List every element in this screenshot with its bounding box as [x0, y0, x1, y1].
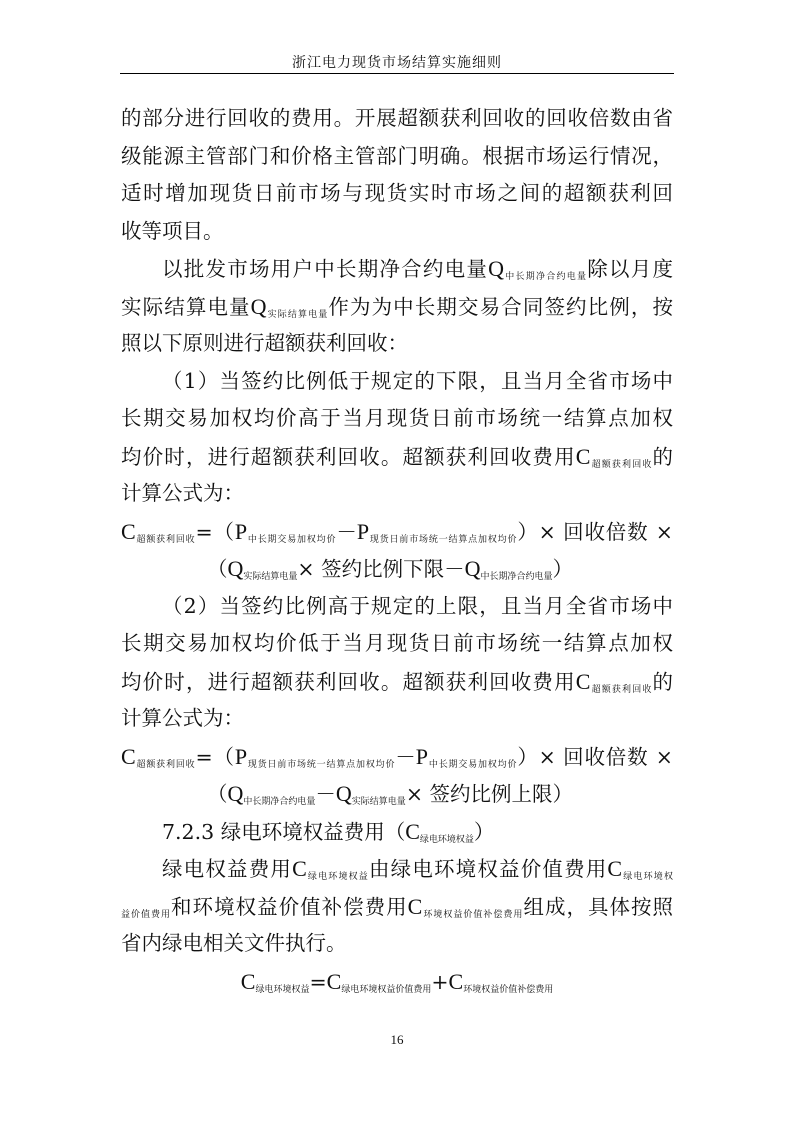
paragraph-line: 照以下原则进行超额获利回收：: [121, 331, 408, 355]
formula-line: $C_{绿电环境权益}=C_{绿电环境权益价值费用}+C_{环境权益价值补偿费用}$: [240, 968, 554, 995]
paragraph-line: 级能源主管部门和价格主管部门明确。根据市场运行情况，: [121, 143, 673, 168]
list-item-line: 长期交易加权均价高于当月现货日前市场统一结算点加权: [121, 406, 673, 430]
list-item-line: 长期交易加权均价低于当月现货日前市场统一结算点加权: [121, 631, 673, 655]
formula-line: $C_{超额获利回收}=(P_{现货日前市场统一结算点加权均价}-P_{中长期交易加权均价})\times$ 回收倍数 ×: [121, 743, 673, 770]
paragraph-line: 收等项目。: [121, 218, 224, 243]
running-header: 浙江电力现货市场结算实施细则: [292, 55, 502, 71]
list-item-line: 计算公式为：: [121, 706, 244, 730]
document-body: [121, 100, 673, 1000]
list-item-line: 均价时，进行超额获利回收。超额获利回收费用$C_{超额获利回收}$的: [121, 443, 673, 470]
header-rule: [120, 73, 674, 74]
paragraph-line: 以批发市场用户中长期净合约电量$Q_{中长期净合约电量}$除以月度: [162, 256, 673, 282]
list-item-line: （2）当签约比例高于规定的上限，且当月全省市场中: [162, 593, 673, 618]
paragraph-line: 实际结算电量$Q_{实际结算电量}$作为为中长期交易合同签约比例，按: [121, 293, 674, 320]
formula-line: （$Q_{实际结算电量}\times$ 签约比例下限$-Q_{中长期净合约电量}$）: [207, 556, 574, 582]
list-item-line: 计算公式为：: [121, 481, 244, 505]
section-heading: 7.2.3 绿电环境权益费用$(C_{绿电环境权益})$: [162, 818, 495, 845]
formula-line: （$Q_{中长期净合约电量}-Q_{实际结算电量}\times$ 签约比例上限）: [207, 781, 574, 807]
paragraph-line: 省内绿电相关文件执行。: [121, 931, 347, 955]
formula-line: $C_{超额获利回收}=(P_{中长期交易加权均价}-P_{现货日前市场统一结算点加权均价})\times$ 回收倍数 ×: [121, 518, 673, 545]
list-item-line: （1）当签约比例低于规定的下限，且当月全省市场中: [162, 368, 673, 393]
page-number: 16: [390, 1032, 404, 1047]
paragraph-line: 的部分进行回收的费用。开展超额获利回收的回收倍数由省: [121, 106, 673, 130]
paragraph-line: 适时增加现货日前市场与现货实时市场之间的超额获利回: [121, 181, 673, 205]
section-number: 7.2.3: [162, 819, 215, 844]
paragraph-line: $_{益价值费用}$和环境权益价值补偿费用$C_{环境权益价值补偿费用}$组成，具体按照: [121, 893, 673, 920]
list-item-line: 均价时，进行超额获利回收。超额获利回收费用$C_{超额获利回收}$的: [121, 668, 673, 695]
paragraph-line: 绿电权益费用$C_{绿电环境权益}$由绿电环境权益价值费用$C_{绿电环境权}$: [162, 856, 673, 882]
